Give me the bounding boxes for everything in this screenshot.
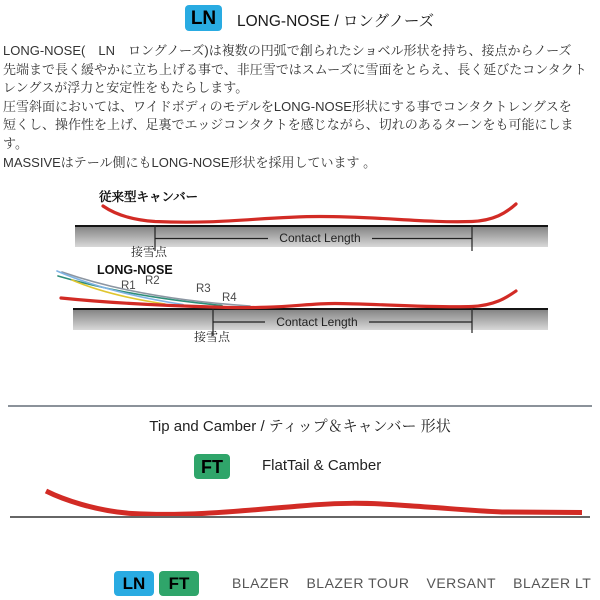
radius-r2-label: R2 (145, 275, 160, 287)
section-divider (8, 405, 592, 407)
intro-line: レングスが浮力と安定性をもたらします。 (3, 80, 249, 96)
long-nose-badge: LN (114, 571, 154, 596)
intro-line: 先端まで長く緩やかに立ち上げる事で、非圧雪ではスムーズに雪面をとらえ、長く延びたコンタクト (3, 61, 587, 77)
model-name: BLAZER (232, 575, 290, 591)
section-title-long-nose: LONG-NOSE / ロングノーズ (237, 13, 435, 30)
radius-r3-label: R3 (196, 283, 211, 295)
model-name: VERSANT (426, 575, 497, 591)
intro-paragraph (3, 42, 598, 172)
tip-and-camber-heading: Tip and Camber / ティップ＆キャンバー 形状 (149, 418, 451, 435)
model-name: BLAZER TOUR (306, 575, 410, 591)
radius-r1-label: R1 (121, 280, 136, 292)
model-name: BLAZER LT (513, 575, 592, 591)
ground-line (10, 516, 590, 518)
intro-line: MASSIVEはテール側にもLONG-NOSE形状を採用しています 。 (3, 154, 377, 170)
long-nose-curve (61, 291, 516, 308)
snow-contact-point-label: 接雪点 (131, 245, 168, 259)
flattail-camber-curve (46, 491, 582, 514)
model-list (232, 575, 591, 591)
flattail-badge: FT (159, 571, 199, 596)
flattail-badge: FT (194, 454, 230, 479)
radius-r4-label: R4 (222, 292, 237, 304)
contact-length-label: Contact Length (276, 315, 358, 329)
conventional-camber-curve (103, 204, 516, 222)
long-nose-badge: LN (185, 5, 222, 31)
intro-line: LONG-NOSE( LN ロングノーズ)は複数の円弧で創られたショベル形状を持ち、接点からノーズ (3, 43, 572, 58)
snow-contact-point-label: 接雪点 (194, 330, 231, 344)
flattail-camber-title: FlatTail & Camber (262, 457, 382, 474)
long-nose-diagram-label: LONG-NOSE (97, 263, 173, 277)
intro-line: 短くし、操作性を上げ、足裏でエッジコンタクトを感じながら、切れのあるターンをも可能にします。 (3, 117, 574, 151)
conventional-camber-label: 従来型キャンバー (99, 190, 199, 204)
intro-line: 圧雪斜面においては、ワイドボディのモデルをLONG-NOSE形状にする事でコンタクトレングスを (3, 98, 572, 114)
contact-length-label: Contact Length (279, 231, 361, 245)
